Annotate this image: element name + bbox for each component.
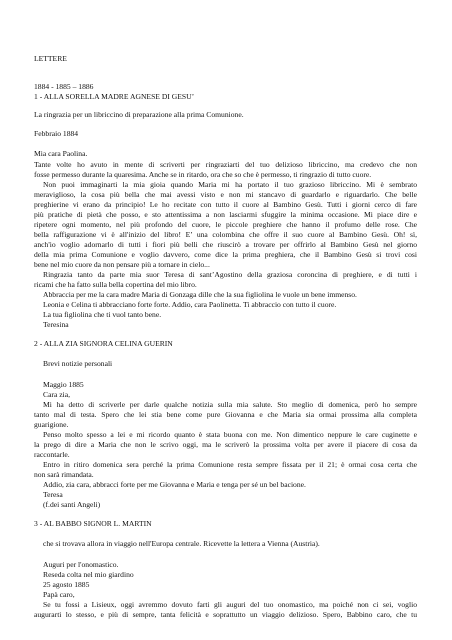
section2-heading: 2 - ALLA ZIA SIGNORA CELINA GUERIN — [34, 339, 173, 348]
letter1-line: bella raffigurazione vi è all'inizio del libro! E’ una colombina che offre il suo cuore al Bambino Gesù. Oh! sì, — [34, 230, 417, 239]
letter2-signature: Teresa — [43, 490, 63, 499]
letter2-note: (f.dei santi Angeli) — [43, 500, 101, 509]
section1-intro: La ringrazia per un libriccino di preparazione alla prima Comunione. — [34, 110, 244, 119]
section3-line: 25 agosto 1885 — [43, 580, 90, 589]
letter1-line: ripetere ogni momento, nel più profondo del cuore, le piccole preghiere che hanno il profumo delle rose. Che — [34, 220, 417, 229]
section3-line: Se tu fossi a Lisieux, oggi avremmo dovuto farti gli auguri del tuo onomastico, ma poiché non ci sei, voglio — [43, 600, 417, 609]
date2: Maggio 1885 — [43, 380, 84, 389]
letter2-line: tanto mal di testa. Spero che lei stia bene come pure Giovanna e che Maria sia ormai prossima alla completa — [34, 410, 417, 419]
letter1-signature: Teresina — [43, 320, 69, 329]
letter1-line: bene nel mio cuore da non pensare più a tornare in cielo... — [34, 260, 210, 269]
document-title: LETTERE — [34, 54, 67, 63]
letter1-line: fosse permesso durante la quaresima. Anche se in ritardo, ora che so che è permesso, ti ringrazio di tutto cuore. — [34, 170, 372, 179]
letter2-line: raccontarle. — [34, 450, 70, 459]
letter2-line: Penso molto spesso a lei e mi ricordo quanto è stata buona con me. Non dimentico neppure le care cuginette e — [43, 430, 417, 439]
letter2-line: Mi ha detto di scriverle per darle qualche notizia sulla mia salute. Sto meglio di domenica, però ho sempre — [43, 400, 417, 409]
letter2-line: la prego di dire a Maria che non le scrivo oggi, ma le scriverò la prossima volta per avere il piacere di cosa da — [34, 440, 417, 449]
section3-line: Auguri per l'onomastico. — [43, 560, 119, 569]
letter2-line: guarigione. — [34, 420, 69, 429]
years-line: 1884 - 1885 – 1886 — [34, 82, 94, 91]
letter2-line: Addio, zia cara, abbracci forte per me Giovanna e Maria e tenga per sé un bel bacione. — [43, 480, 306, 489]
letter1-line: ricami che ha fatto sulla bella copertina del mio libro. — [34, 280, 197, 289]
letter1-line: della mia prima Comunione e voglio davvero, come dice la prima preghiera, che il Bambino Gesù si trovi cosi — [34, 250, 417, 259]
section3-line: Reseda colta nel mio giardino — [43, 570, 134, 579]
section3-line: Papà caro, — [43, 590, 75, 599]
section3-intro: che si trovava allora in viaggio nell'Europa centrale. Ricevette la lettera a Vienna (Austria). — [43, 539, 320, 548]
section3-heading: 3 - AL BABBO SIGNOR L. MARTIN — [34, 519, 152, 528]
letter1-line: più pratiche di pietà che posso, e sto attentissima a non lasciarmi sfuggire la minima occasione. Mi piace dire e — [34, 210, 417, 219]
letter2-line: non sarà rimandata. — [34, 470, 94, 479]
letter1-line: preghierine vi erano da principio! Le ho recitate con tutto il cuore al Bambino Gesù. Tutti i giorni cerco di fare — [34, 200, 417, 209]
letter1-line: Tante volte ho avuto in mente di scriverti per ringraziarti del tuo delizioso libriccino, ma credevo che non — [34, 160, 417, 169]
date1: Febbraio 1884 — [34, 129, 79, 138]
letter1-line: La tua figliolina che ti vuol tanto bene. — [43, 310, 162, 319]
letter1-line: Abbraccia per me la cara madre Maria di Gonzaga dille che la sua figliolina le vuole un bene immenso. — [43, 290, 357, 299]
section1-heading: 1 - ALLA SORELLA MADRE AGNESE DI GESU’ — [34, 92, 195, 101]
section3-line: augurarti lo stesso, e più di sempre, tanta felicità e soprattutto un viaggio delizioso. Spero, Babbino caro, che tu — [34, 610, 417, 619]
letter1-line: anch'io voglio adornarlo di tutti i fiori più belli che riuscirò a trovare per offrirlo al Bambino Gesù nel giorno — [34, 240, 417, 249]
letter2-line: Entro in ritiro domenica sera perché la prima Comunione resta sempre fissata per il 21; è ormai cosa certa che — [43, 460, 417, 469]
letter1-line: Ringrazia tanto da parte mia suor Teresa di sant’Agostino della graziosa coroncina di preghiere, e di tutti i — [43, 270, 417, 279]
letter1-line: Non puoi immaginarti la mia gioia quando Maria mi ha portato il tuo grazioso libriccino. Mi è sembrato — [43, 180, 417, 189]
section2-intro: Brevi notizie personali — [43, 359, 113, 368]
salutation1: Mia cara Paolina. — [34, 149, 88, 158]
letter1-line: Leonia e Celina ti abbracciano forte forte. Addio, cara Paolinetta. Ti abbraccio con tutto il cuore. — [43, 300, 337, 309]
letter1-line: meraviglioso, la cosa più bella che mai avessi visto e non mi stancavo di guardarlo e riguardarlo. Che belle — [34, 190, 417, 199]
salutation2: Cara zia, — [43, 390, 70, 399]
